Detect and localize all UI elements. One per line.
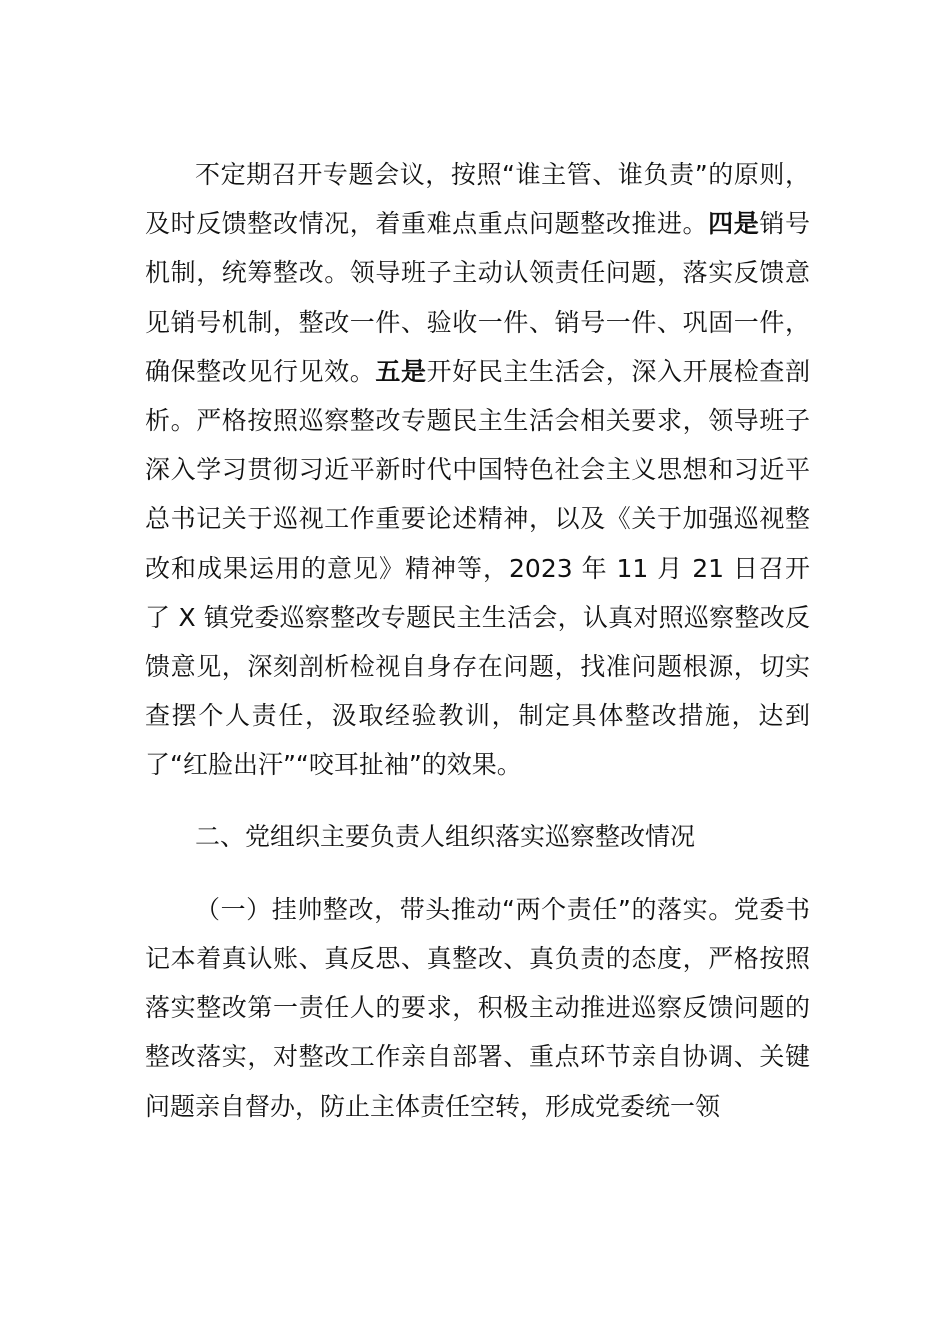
paragraph-leadership-responsibility — [145, 885, 810, 1131]
section-heading — [145, 812, 810, 861]
paragraph-text: 不定期召开专题会议，按照“谁主管、谁负责”的原则，及时反馈整改情况，着重难点重点问题整改推进。 — [145, 160, 810, 239]
bold-lead-four: 四是 — [708, 209, 760, 239]
bold-lead-five: 五是 — [375, 356, 427, 386]
paragraph-text: （一）挂帅整改，带头推动“两个责任”的落实。党委书记本着真认账、真反思、真整改、真负责的态度，严格按照落实整改第一责任人的要求，积极主动推进巡察反馈问题的整改落实，对整改工作亲自部署、重点环节亲自协调、关键问题亲自督办，防止主体责任空转，形成党委统一领 — [145, 894, 810, 1121]
section-heading-text: 二、党组织主要负责人组织落实巡察整改情况 — [195, 821, 696, 851]
document-body — [145, 150, 810, 1131]
paragraph-text: 销号机制，统筹整改。领导班子主动认领责任问题，落实反馈意见销号机制，整改一件、验收一件、销号一件、巩固一件，确保整改见行见效。 — [145, 209, 810, 386]
paragraph-rectification-measures — [145, 150, 810, 790]
paragraph-text: 开好民主生活会，深入开展检查剖析。严格按照巡察整改专题民主生活会相关要求，领导班子深入学习贯彻习近平新时代中国特色社会主义思想和习近平总书记关于巡视工作重要论述精神，以及《关于加强巡视整改和成果运用的意见》精神等，2023 年 11 月 21 日召开了 X 镇党委巡察整改专题民主生活会，认真对照巡察整改反馈意见，深刻剖析检视自身存在问题，找准问题根源，切实查摆个人责任，汲取经验教训，制定具体整改措施，达到了“红脸出汗”“咬耳扯袖”的效果。 — [145, 356, 810, 780]
